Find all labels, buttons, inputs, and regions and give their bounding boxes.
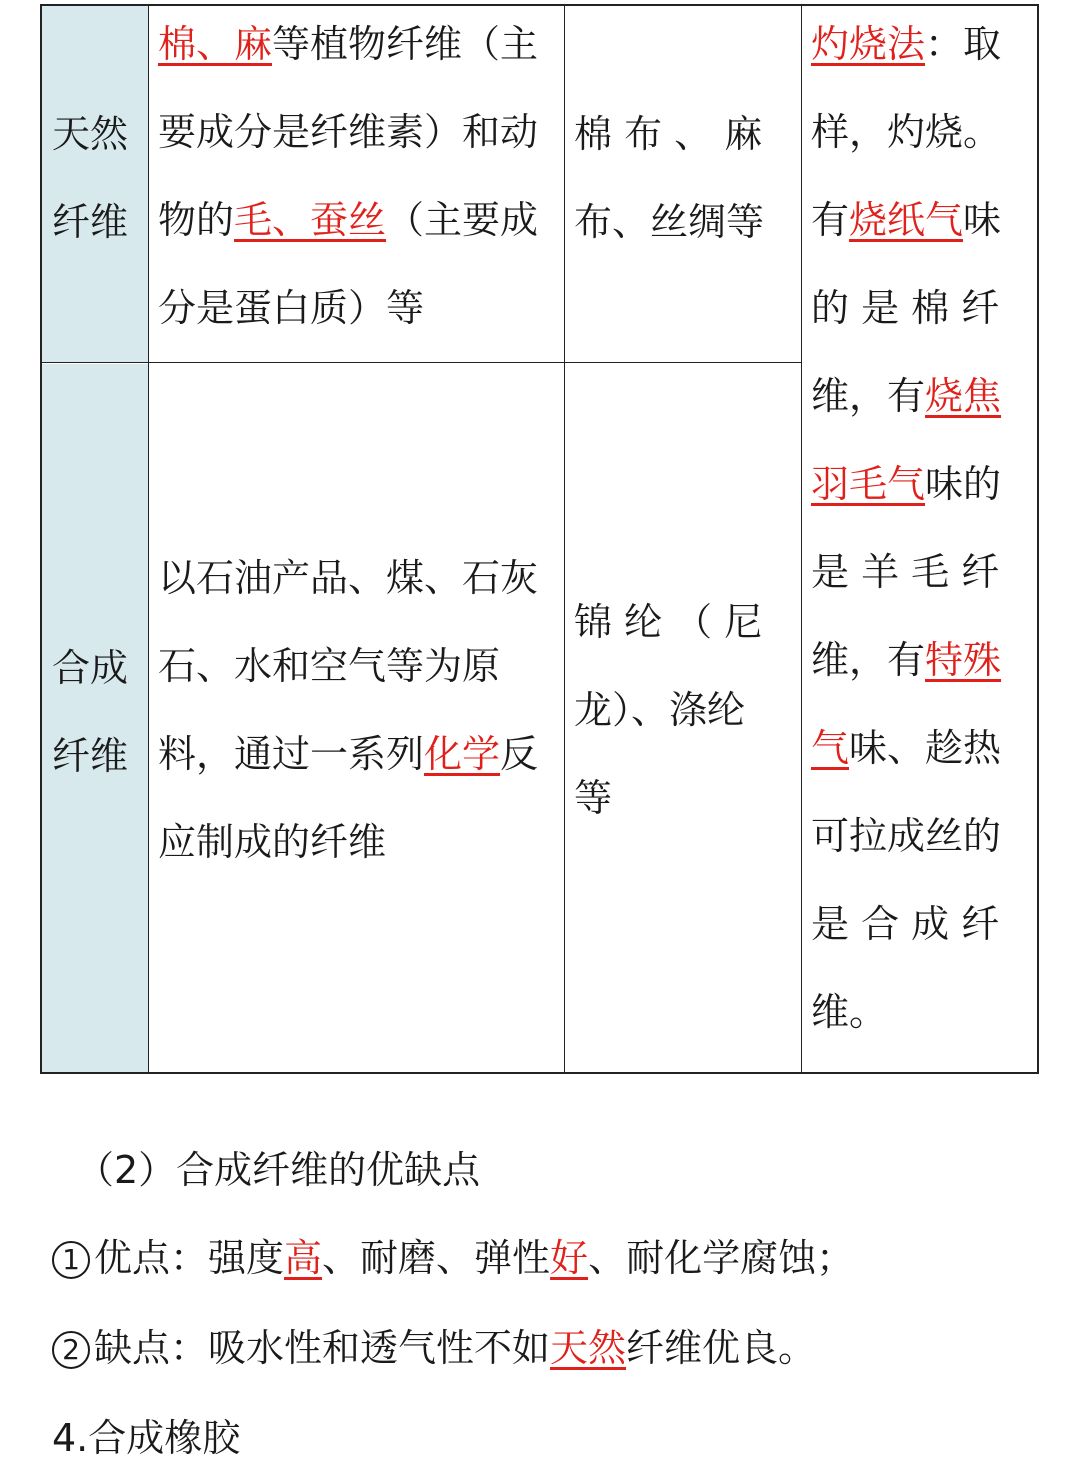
note-text: 、耐化学腐蚀； xyxy=(588,1236,855,1280)
composition-text: 物的 xyxy=(158,198,235,242)
composition-line xyxy=(158,710,538,798)
composition-line xyxy=(158,264,424,352)
highlighted-term: 特殊 xyxy=(925,638,1002,682)
disadvantages-line xyxy=(52,1326,816,1370)
composition-text: 等植物纤维（主 xyxy=(272,22,539,66)
circled-number-icon: 2 xyxy=(52,1331,90,1369)
highlighted-term: 烧焦 xyxy=(925,374,1002,418)
highlighted-term: 高 xyxy=(284,1236,323,1280)
examples-line: 龙）、涤纶 xyxy=(574,688,746,732)
identification-text: 味的 xyxy=(925,462,1002,506)
identification-line xyxy=(811,440,1001,528)
identification-text: 味 xyxy=(963,198,1002,242)
identification-line xyxy=(811,880,999,968)
identification-line xyxy=(811,176,1001,264)
composition-line xyxy=(158,88,538,176)
composition-text: 应制成的纤维 xyxy=(158,820,387,864)
identification-text: 维，有 xyxy=(811,638,926,682)
highlighted-term: 棉、麻 xyxy=(158,22,273,66)
identification-text: 维，有 xyxy=(811,374,926,418)
composition-text: 要成分是纤维素）和动 xyxy=(158,110,539,154)
note-text: 优点：强度 xyxy=(94,1236,285,1280)
row-header-text: 合成纤维 xyxy=(52,646,129,778)
highlighted-term: 灼烧法 xyxy=(811,22,926,66)
row-header-synthetic xyxy=(52,624,142,800)
circled-number-icon: 1 xyxy=(52,1241,90,1279)
row-header-text: 天然纤维 xyxy=(52,112,129,244)
composition-line xyxy=(158,798,386,886)
composition-text: 石、水和空气等为原 xyxy=(158,644,501,688)
highlighted-term: 气 xyxy=(811,726,850,770)
fiber-table xyxy=(40,4,1039,1074)
examples-line: 布、丝绸等 xyxy=(574,200,765,244)
composition-text: 反 xyxy=(500,732,539,776)
identification-line xyxy=(811,264,999,352)
section-heading: （2）合成纤维的优缺点 xyxy=(76,1148,481,1192)
note-text: 缺点：吸水性和透气性不如 xyxy=(94,1326,551,1370)
examples-line: 棉 布 、 麻 xyxy=(574,112,763,156)
identification-text: 维。 xyxy=(811,990,888,1034)
identification-line xyxy=(811,352,1001,440)
highlighted-term: 烧纸气 xyxy=(849,198,964,242)
identification-line xyxy=(811,704,1001,792)
composition-text: 料，通过一系列 xyxy=(158,732,425,776)
highlighted-term: 好 xyxy=(550,1236,589,1280)
highlighted-term: 毛、蚕丝 xyxy=(234,198,387,242)
identification-text: 的 是 棉 纤 xyxy=(811,286,1000,330)
composition-text: 分是蛋白质）等 xyxy=(158,286,425,330)
identification-line xyxy=(811,968,887,1056)
identification-text: ：取 xyxy=(925,22,1002,66)
identification-line xyxy=(811,528,999,616)
examples-line: 等 xyxy=(574,776,613,820)
note-text: 、耐磨、弹性 xyxy=(322,1236,551,1280)
identification-text: 样，灼烧。 xyxy=(811,110,1002,154)
composition-text: 以石油产品、煤、石灰 xyxy=(158,556,539,600)
identification-text: 味、趁热 xyxy=(849,726,1002,770)
composition-line xyxy=(158,622,500,710)
identification-line xyxy=(811,616,1001,704)
identification-text: 有 xyxy=(811,198,850,242)
identification-text: 可拉成丝的 xyxy=(811,814,1002,858)
highlighted-term: 化学 xyxy=(424,732,501,776)
identification-text: 是 羊 毛 纤 xyxy=(811,550,1000,594)
note-text: 纤维优良。 xyxy=(626,1326,817,1370)
next-section-title: 4.合成橡胶 xyxy=(52,1416,241,1460)
composition-line xyxy=(158,0,538,88)
composition-text: （主要成 xyxy=(386,198,539,242)
highlighted-term: 天然 xyxy=(550,1326,627,1370)
composition-line xyxy=(158,534,538,622)
advantages-line xyxy=(52,1236,854,1280)
examples-line: 锦 纶 （ 尼 xyxy=(574,600,763,644)
identification-line xyxy=(811,792,1001,880)
composition-line xyxy=(158,176,538,264)
row-header-natural-1 xyxy=(52,90,142,266)
identification-line xyxy=(811,0,1001,88)
highlighted-term: 羽毛气 xyxy=(811,462,926,506)
identification-line xyxy=(811,88,1001,176)
identification-text: 是 合 成 纤 xyxy=(811,902,1000,946)
